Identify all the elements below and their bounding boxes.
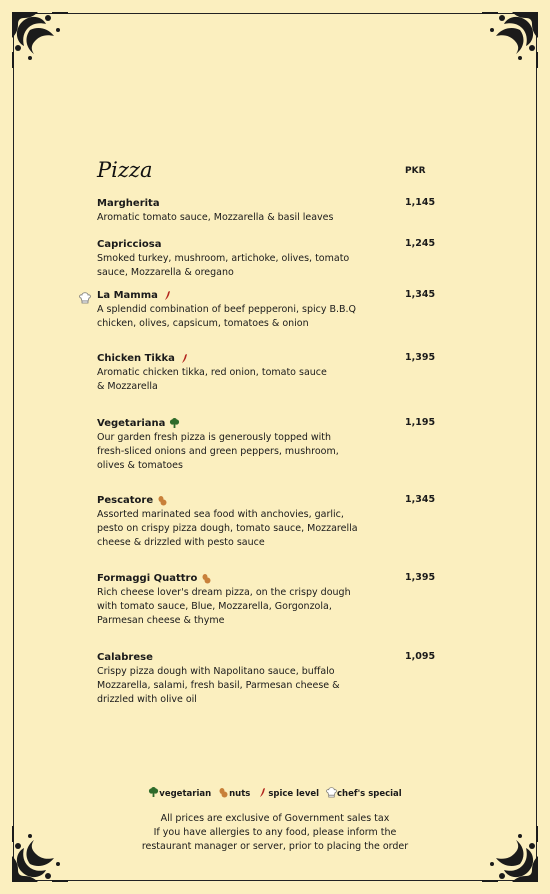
broccoli-icon <box>148 787 159 798</box>
nut-icon <box>157 495 168 506</box>
section-title: Pizza <box>97 158 153 182</box>
item-name: Capricciosa <box>97 239 162 250</box>
item-name: Margherita <box>97 198 160 209</box>
nut-icon <box>201 573 212 584</box>
icon-legend <box>0 787 550 799</box>
chili-icon <box>257 787 268 798</box>
item-price: 1,095 <box>405 651 436 662</box>
nut-icon <box>218 787 229 798</box>
item-description: Crispy pizza dough with Napolitano sauce, buffalo Mozzarella, salami, fresh basil, Parmesan cheese & drizzled with olive oil <box>97 666 340 705</box>
chef-special-icon <box>326 787 337 798</box>
legend-nuts <box>218 789 253 799</box>
menu-item-la-mamma <box>97 289 427 331</box>
corner-ornament-top-left <box>8 8 72 72</box>
chili-icon <box>162 290 173 301</box>
allergy-note-line2: restaurant manager or server, prior to placing the order <box>141 841 409 852</box>
item-description: Aromatic chicken tikka, red onion, tomato sauce & Mozzarella <box>97 367 327 392</box>
footer-notes <box>0 812 550 854</box>
legend-label: nuts <box>229 789 251 799</box>
item-price: 1,145 <box>405 197 436 208</box>
menu-item-vegetariana <box>97 417 427 473</box>
menu-item-calabrese <box>97 651 427 707</box>
item-price: 1,395 <box>405 572 436 583</box>
item-description: Our garden fresh pizza is generously topped with fresh-sliced onions and green peppers, mushroom, olives & tomatoes <box>97 432 339 471</box>
menu-item-formaggi-quattro <box>97 572 427 628</box>
legend-spice <box>257 789 322 799</box>
corner-ornament-top-right <box>478 8 542 72</box>
item-name: Chicken Tikka <box>97 353 175 364</box>
legend-chef <box>326 789 402 799</box>
currency-label: PKR <box>405 166 426 176</box>
item-price: 1,395 <box>405 352 436 363</box>
item-name: Pescatore <box>97 495 154 506</box>
legend-label: spice level <box>268 789 320 799</box>
chili-icon <box>179 353 190 364</box>
item-name: Calabrese <box>97 652 153 663</box>
legend-vegetarian <box>148 789 214 799</box>
item-description: Smoked turkey, mushroom, artichoke, olives, tomato sauce, Mozzarella & oregano <box>97 253 350 278</box>
menu-item-margherita <box>97 197 427 225</box>
legend-label: vegetarian <box>159 789 212 799</box>
menu-item-capricciosa <box>97 238 427 280</box>
legend-label: chef's special <box>337 789 402 799</box>
item-description: Rich cheese lover's dream pizza, on the crispy dough with tomato sauce, Blue, Mozzarella, Gorgonzola, Parmesan cheese & thyme <box>97 587 351 626</box>
tax-note: All prices are exclusive of Government sales tax <box>160 813 390 824</box>
item-description: A splendid combination of beef pepperoni, spicy B.B.Q chicken, olives, capsicum, tomatoes & onion <box>97 304 357 329</box>
item-name: Formaggi Quattro <box>97 573 198 584</box>
item-price: 1,345 <box>405 289 436 300</box>
item-description: Aromatic tomato sauce, Mozzarella & basil leaves <box>97 212 334 223</box>
broccoli-icon <box>169 418 180 429</box>
item-name: La Mamma <box>97 290 158 301</box>
allergy-note-line1: If you have allergies to any food, please inform the <box>153 827 397 838</box>
item-price: 1,195 <box>405 417 436 428</box>
item-price: 1,245 <box>405 238 436 249</box>
item-price: 1,345 <box>405 494 436 505</box>
menu-item-pescatore <box>97 494 427 550</box>
item-name: Vegetariana <box>97 418 166 429</box>
menu-item-chicken-tikka <box>97 352 427 394</box>
item-description: Assorted marinated sea food with anchovies, garlic, pesto on crispy pizza dough, tomato sauce, Mozzarella cheese & drizzled with pesto sauce <box>97 509 358 548</box>
chef-special-icon <box>79 289 91 301</box>
